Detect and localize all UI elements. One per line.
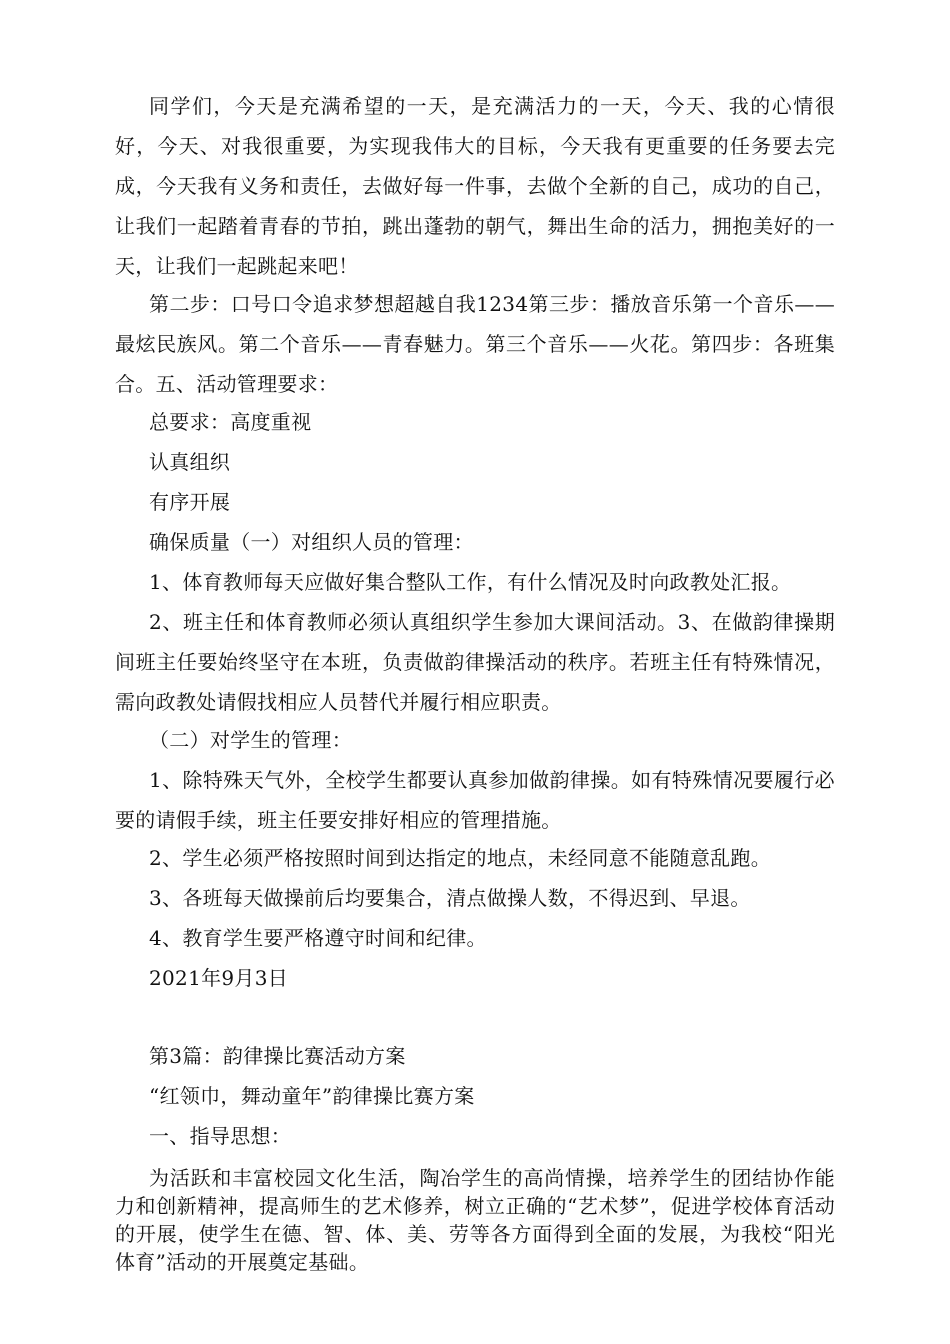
paragraph-student-item-4: 4、教育学生要严格遵守时间和纪律。: [149, 926, 487, 950]
paragraph-student-management: （二）对学生的管理：: [149, 728, 352, 752]
section-heading-guiding-thought: 一、指导思想：: [149, 1124, 292, 1148]
paragraph-organize: 认真组织: [149, 450, 231, 474]
paragraph-student-item-1: 1、除特殊天气外，全校学生都要认真参加做韵律操。如有特殊情况要履行必要的请假手续，班主任要安排好相应的管理措施。: [115, 768, 835, 832]
paragraph-quality: 确保质量（一）对组织人员的管理：: [149, 530, 474, 554]
paragraph-orderly: 有序开展: [149, 490, 231, 514]
section-title: 第3篇：韵律操比赛活动方案: [149, 1044, 406, 1068]
section-subtitle: “红领巾，舞动童年”韵律操比赛方案: [149, 1084, 475, 1108]
paragraph-student-item-3: 3、各班每天做操前后均要集合，清点做操人数，不得迟到、早退。: [149, 886, 751, 910]
paragraph-opening-speech: 同学们，今天是充满希望的一天，是充满活力的一天，今天、我的心情很好，今天、对我很重要，为实现我伟大的目标，今天我有更重要的任务要去完成，今天我有义务和责任，去做好每一件事，去做个全新的自己，成功的自己，让我们一起踏着青春的节拍，跳出蓬勃的朝气，舞出生命的活力，拥抱美好的一天，让我们一起跳起来吧！: [115, 94, 835, 278]
document-date: 2021年9月3日: [149, 966, 289, 990]
paragraph-guiding-thought: 为活跃和丰富校园文化生活，陶冶学生的高尚情操，培养学生的团结协作能力和创新精神，提高师生的艺术修养，树立正确的“艺术梦”，促进学校体育活动的开展，使学生在德、智、体、美、劳等各方面得到全面的发展，为我校“阳光体育”活动的开展奠定基础。: [115, 1166, 835, 1274]
paragraph-step-two: 第二步：口号口令追求梦想超越自我1234第三步：播放音乐第一个音乐——最炫民族风。第二个音乐——青春魅力。第三个音乐——火花。第四步：各班集合。五、活动管理要求：: [115, 292, 835, 396]
paragraph-student-item-2: 2、学生必须严格按照时间到达指定的地点，未经同意不能随意乱跑。: [149, 846, 772, 870]
paragraph-item-2: 2、班主任和体育教师必须认真组织学生参加大课间活动。3、在做韵律操期间班主任要始终坚守在本班，负责做韵律操活动的秩序。若班主任有特殊情况，需向政教处请假找相应人员替代并履行相应职责。: [115, 610, 835, 714]
paragraph-general-requirement: 总要求：高度重视: [149, 410, 312, 434]
paragraph-item-1: 1、体育教师每天应做好集合整队工作，有什么情况及时向政教处汇报。: [149, 570, 792, 594]
